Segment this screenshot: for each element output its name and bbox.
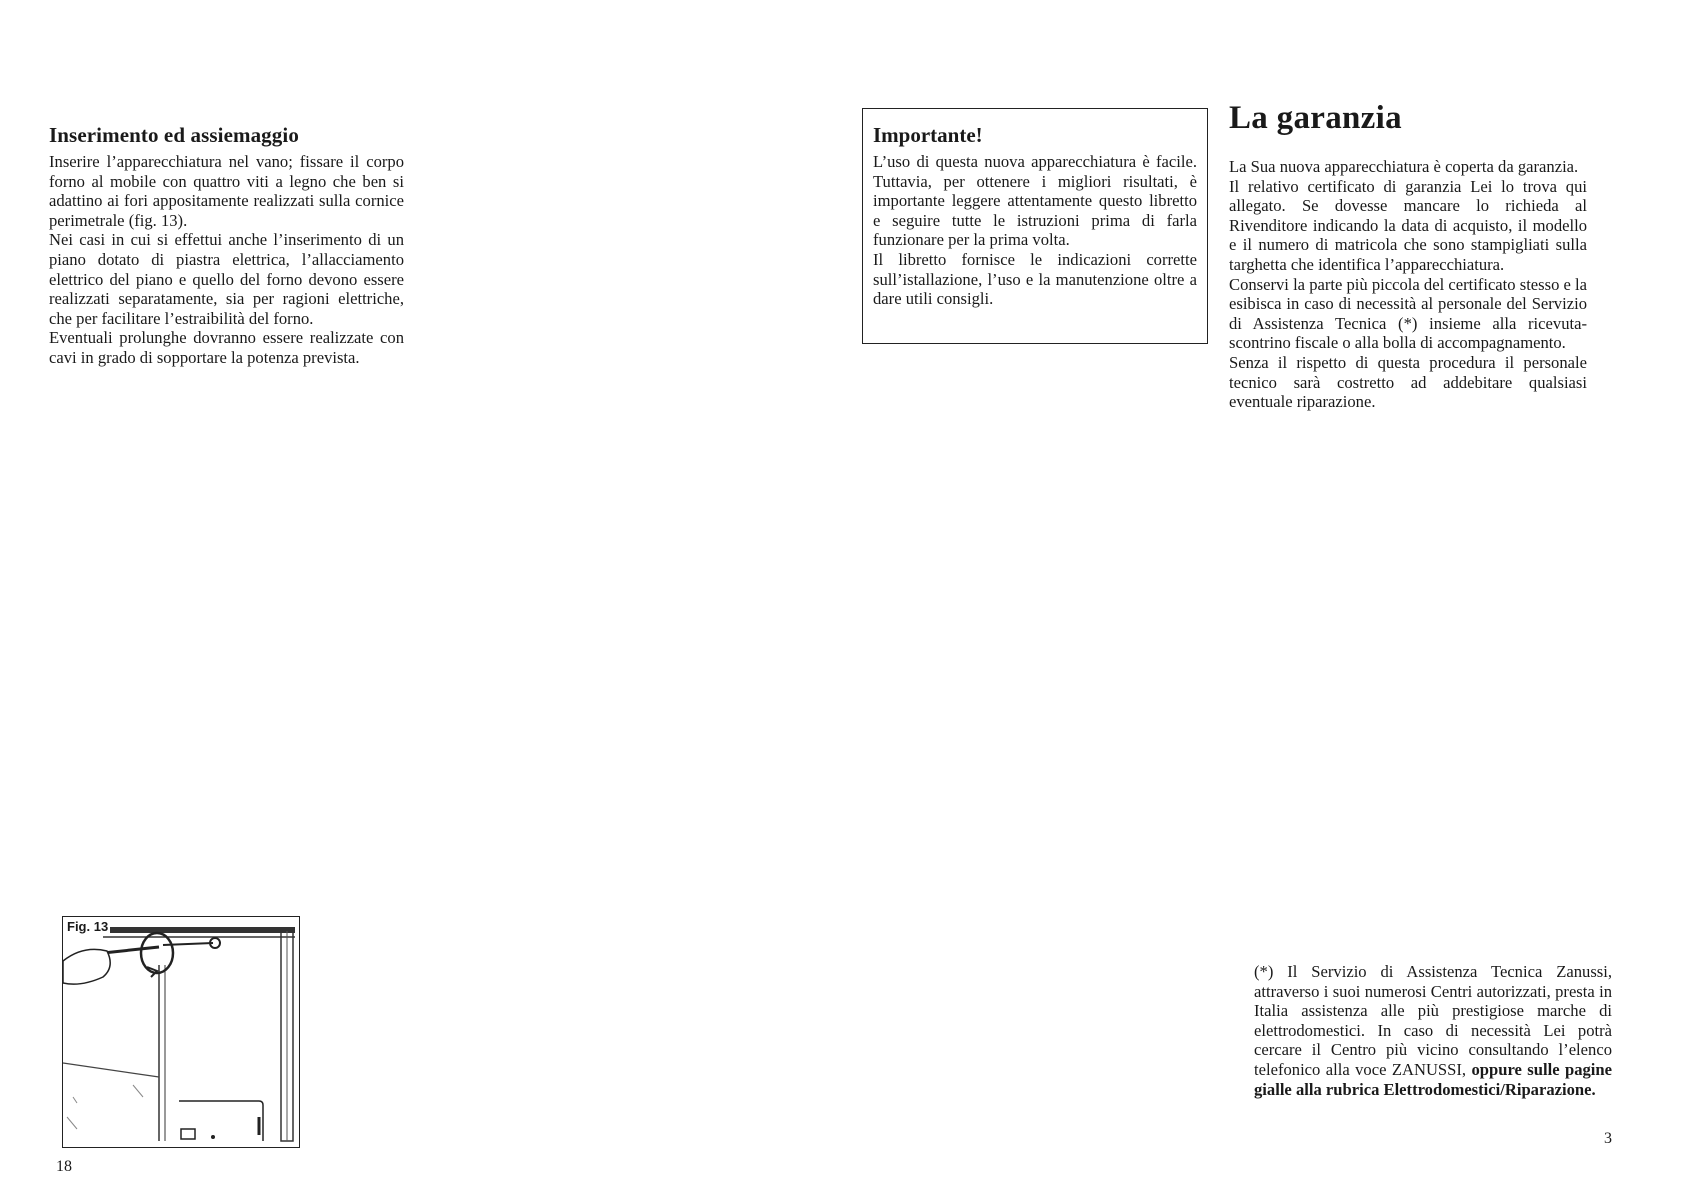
installation-text — [49, 152, 404, 368]
important-paragraph: L’uso di questa nuova apparecchiatura è facile. Tuttavia, per ottenere i migliori risultati, è importante leggere attentamente questo libretto e seguire tutte le istruzioni prima di farla funzionare per la prima volta. — [873, 152, 1197, 250]
warranty-section — [1229, 100, 1587, 412]
footnote-bold: oppure sulle pagine gialle alla rubrica Elettrodomestici/Riparazione. — [1254, 1059, 1612, 1099]
warranty-heading: La garanzia — [1229, 100, 1402, 136]
installation-paragraph: Eventuali prolunghe dovranno essere realizzate con cavi in grado di sopportare la potenza prevista. — [49, 328, 404, 367]
footnote-regular: (*) Il Servizio di Assistenza Tecnica Zanussi, attraverso i suoi numerosi Centri autorizzati, presta in Italia assistenza alle più prestigiose marche di elettrodomestici. In caso di necessità Lei potrà cercare il Centro più vicino consultando l’elenco telefonico alla voce ZANUSSI, — [1254, 962, 1612, 1079]
figure-label: Fig. 13 — [67, 919, 109, 934]
installation-section — [49, 123, 404, 368]
service-footnote — [1254, 962, 1612, 1099]
oven-installation-illustration — [63, 917, 299, 1147]
page-number-right: 3 — [1604, 1130, 1612, 1147]
warranty-paragraph: Conservi la parte più piccola del certificato stesso e la esibisca in caso di necessità al personale del Servizio di Assistenza Tecnica (*) insieme alla ricevuta-scontrino fiscale o alla bolla di accompagnamento. — [1229, 274, 1588, 353]
warranty-paragraph: Senza il rispetto di questa procedura il personale tecnico sarà costretto ad addebitare qualsiasi eventuale riparazione. — [1229, 352, 1587, 412]
important-paragraph: Il libretto fornisce le indicazioni corrette sull’istallazione, l’uso e la manutenzione oltre a dare utili consigli. — [873, 249, 1197, 309]
warranty-paragraph: La Sua nuova apparecchiatura è coperta da garanzia. — [1229, 157, 1579, 176]
warranty-paragraph: Il relativo certificato di garanzia Lei lo trova qui allegato. Se dovesse mancare lo richieda al Rivenditore indicando la data di acquisto, il modello e il numero di matricola che sono stampigliati sulla targhetta che identifica l’apparecchiatura. — [1229, 176, 1587, 274]
page-number-left: 18 — [56, 1158, 72, 1175]
footnote-text — [1254, 962, 1612, 1099]
installation-paragraph: Inserire l’apparecchiatura nel vano; fissare il corpo forno al mobile con quattro viti a legno che ben si adattino ai fori appositamente realizzati sulla cornice perimetrale (fig. 13). — [49, 152, 404, 230]
figure-13 — [62, 916, 300, 1148]
installation-heading: Inserimento ed assiemaggio — [49, 123, 299, 147]
installation-paragraph: Nei casi in cui si effettui anche l’inserimento di un piano dotato di piastra elettrica, l’allacciamento elettrico del piano e quello del forno devono essere realizzati separatamente, sia per ragioni elettriche, che per facilitare l’estraibilità del forno. — [49, 230, 404, 328]
important-notice-box — [862, 108, 1208, 344]
important-title: Importante! — [873, 123, 983, 147]
